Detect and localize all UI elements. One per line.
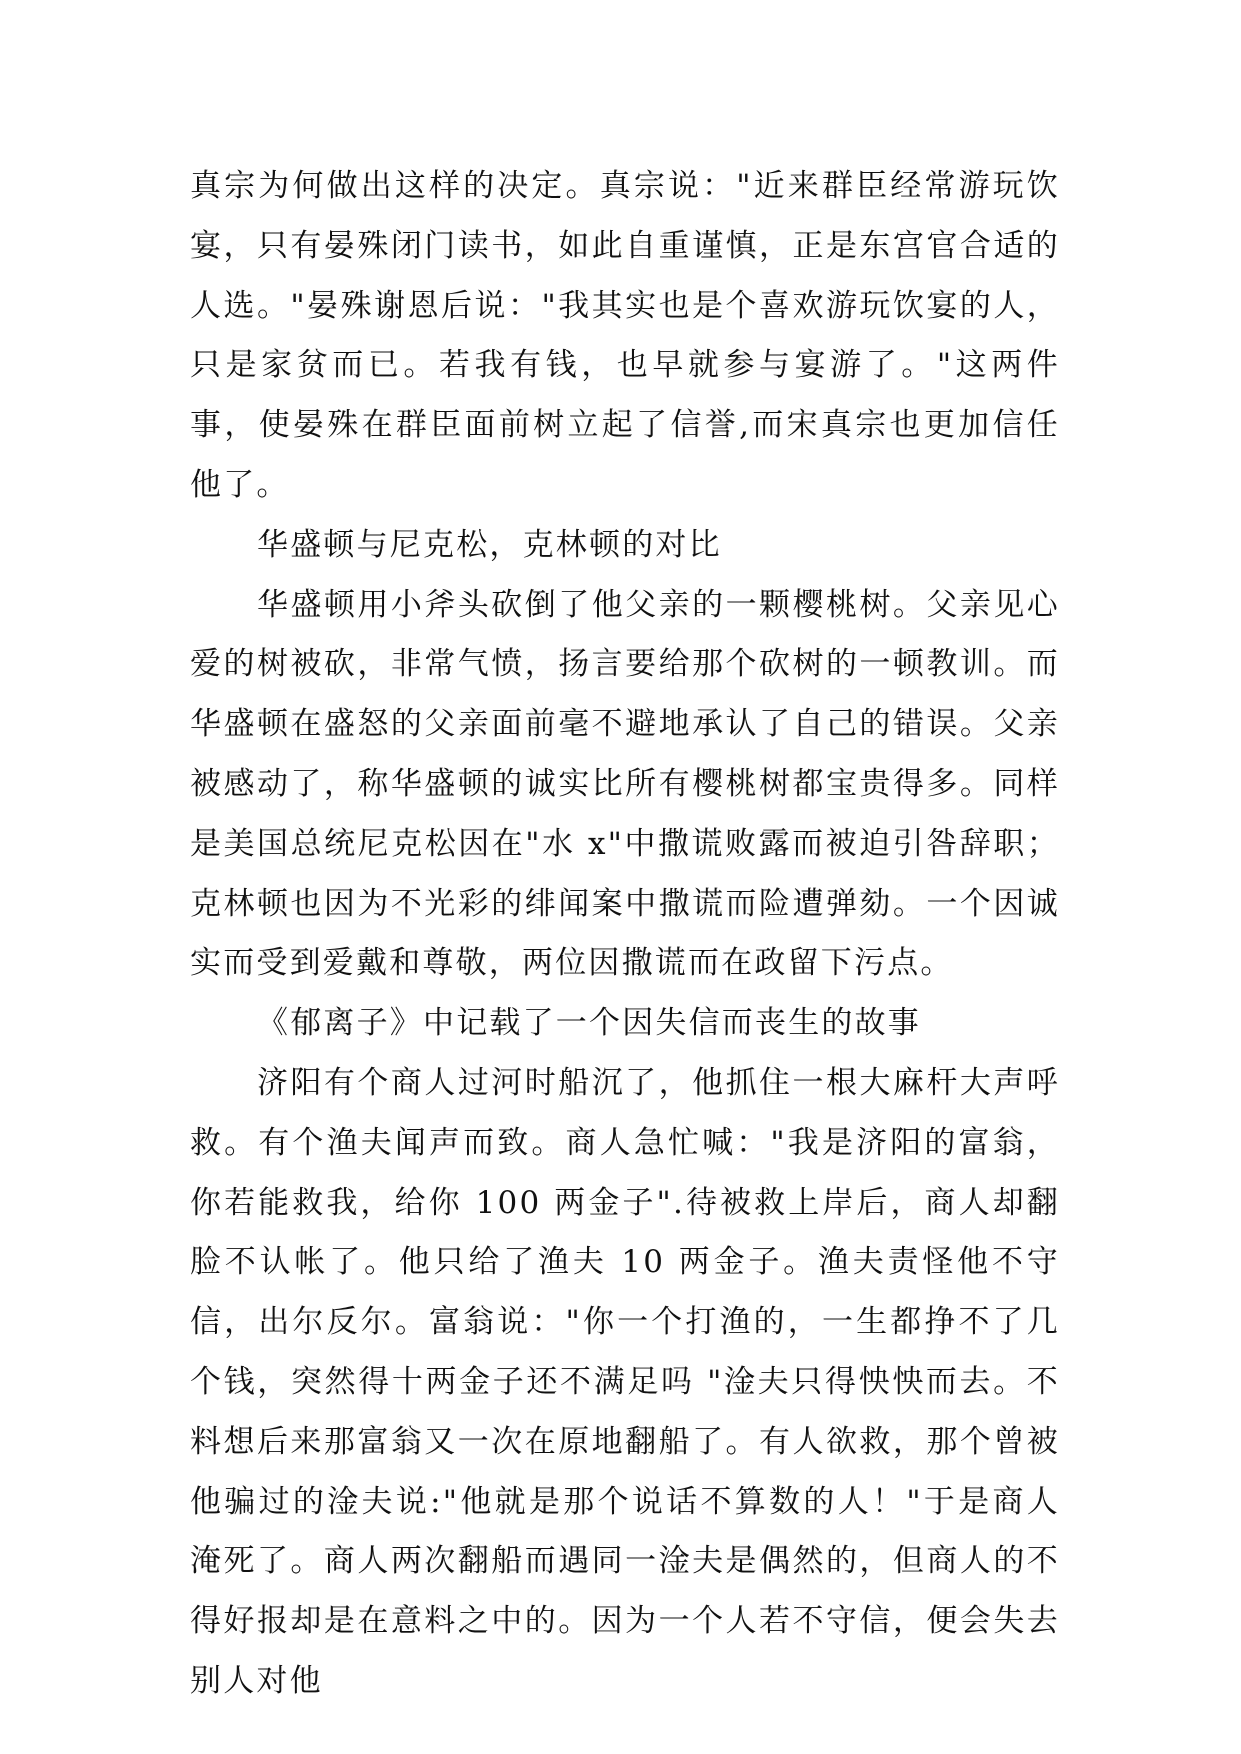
- document-page: [190, 157, 1060, 1712]
- section-heading-washington: 华盛顿与尼克松，克林顿的对比: [257, 526, 722, 563]
- section-heading-yulizi: 《郁离子》中记载了一个因失信而丧生的故事: [257, 1005, 921, 1042]
- paragraph-jiyang-merchant: 济阳有个商人过河时船沉了，他抓住一根大麻杆大声呼救。有个渔夫闻声而致。商人急忙喊："我是济阳的富翁，你若能救我，给你 100 两金子".待被救上岸后，商人却翻脸不认帐了。他只给了渔夫 10 两金子。渔夫责怪他不守信，出尔反尔。富翁说："你一个打渔的，一生都挣不了几个钱，突然得十两金子还不满足吗 "淦夫只得怏怏而去。不料想后来那富翁又一次在原地翻船了。有人欲救，那个曾被他骗过的淦夫说:"他就是那个说话不算数的人！"于是商人淹死了。商人两次翻船而遇同一淦夫是偶然的，但商人的不得好报却是在意料之中的。因为一个人若不守信，便会失去别人对他: [190, 1064, 1060, 1699]
- paragraph-yan-shu-ending: 真宗为何做出这样的决定。真宗说："近来群臣经常游玩饮宴，只有晏殊闭门读书，如此自重谨慎，正是东宫官合适的人选。"晏殊谢恩后说："我其实也是个喜欢游玩饮宴的人，只是家贫而已。若我有钱，也早就参与宴游了。"这两件事，使晏殊在群臣面前树立起了信誉,而宋真宗也更加信任他了。: [190, 168, 1060, 503]
- paragraph-washington-story: 华盛顿用小斧头砍倒了他父亲的一颗樱桃树。父亲见心爱的树被砍，非常气愤，扬言要给那个砍树的一顿教训。而华盛顿在盛怒的父亲面前毫不避地承认了自己的错误。父亲被感动了，称华盛顿的诚实比所有樱桃树都宝贵得多。同样是美国总统尼克松因在"水 x"中撒谎败露而被迫引咎辞职；克林顿也因为不光彩的绯闻案中撒谎而险遭弹劾。一个因诚实而受到爱戴和尊敬，两位因撒谎而在政留下污点。: [190, 586, 1060, 982]
